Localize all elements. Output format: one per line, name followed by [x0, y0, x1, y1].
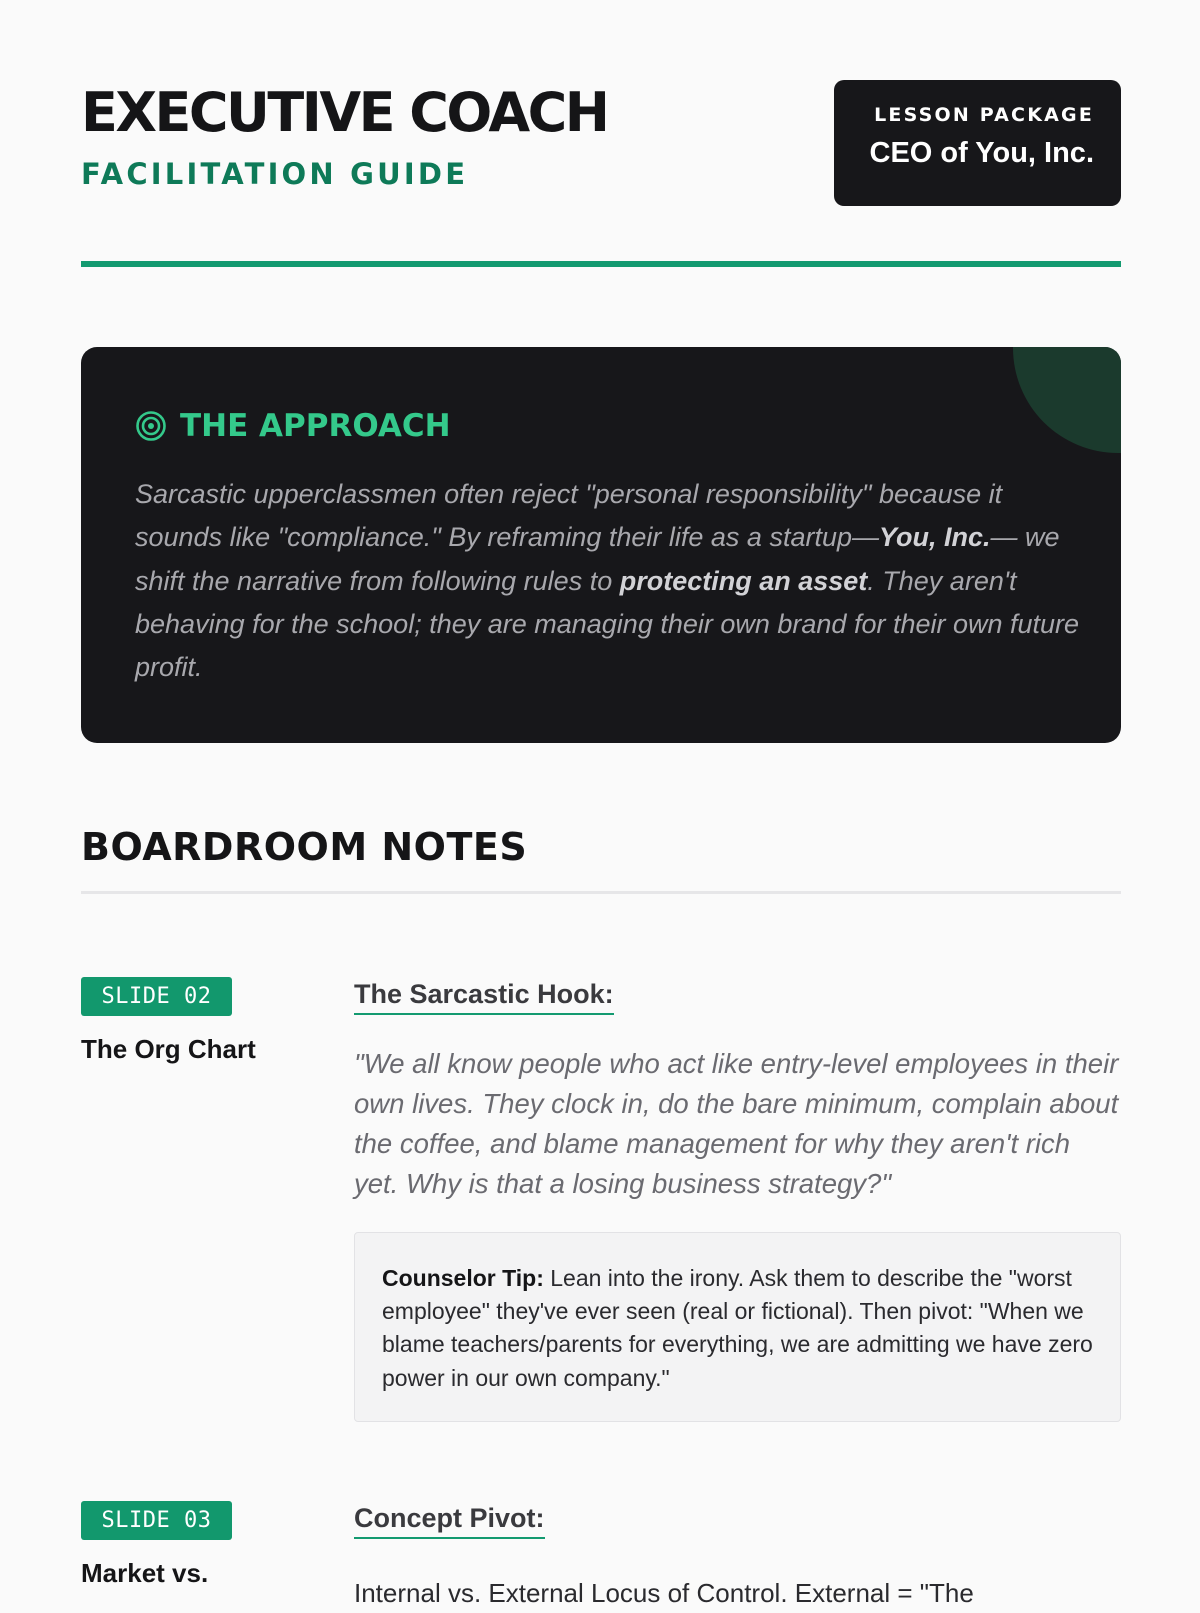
- emphasis-asset: protecting an asset: [619, 565, 868, 596]
- note-quote: "We all know people who act like entry-level employees in their own lives. They clock in, do the bare minimum, complain about the coffee, and blame management for why they aren't rich yet. Why is that a losing business strategy?": [354, 1047, 1119, 1199]
- lesson-package-name: CEO of You, Inc.: [869, 137, 1094, 169]
- lesson-package-label: LESSON PACKAGE: [874, 104, 1094, 126]
- note-content: [354, 1501, 1121, 1613]
- slide-name: The Org Chart: [81, 1034, 256, 1064]
- page-header: [81, 80, 1121, 208]
- emphasis-brand: You, Inc.: [879, 522, 991, 553]
- note-heading: Concept Pivot:: [354, 1504, 545, 1539]
- approach-card: [81, 347, 1121, 743]
- approach-title: THE APPROACH: [180, 407, 451, 444]
- header-divider: [81, 261, 1121, 267]
- lesson-package-card: [834, 80, 1121, 206]
- decorative-circle: [1013, 347, 1121, 453]
- approach-heading: [135, 406, 451, 446]
- note-content: [354, 977, 1121, 1422]
- tip-label: Counselor Tip:: [382, 1264, 544, 1291]
- target-icon: [135, 410, 167, 442]
- tip-text: Lean into the irony. Ask them to describe the "worst employee" they've ever seen (real or fictional). Then pivot: "When we blame teachers/parents for everything, we are admitting we have zero power in our own company.": [382, 1264, 1093, 1391]
- counselor-tip-box: [354, 1232, 1121, 1422]
- page-title: EXECUTIVE COACH: [81, 81, 608, 144]
- approach-body: Sarcastic upperclassmen often reject "personal responsibility" because it sounds like "compliance." By reframing their life as a startup—You, Inc.— we shift the narrative from following rules to protecting an asset. They aren't behaving for the school; they are managing their own brand for their own future profit.: [135, 479, 1080, 683]
- page-subtitle: FACILITATION GUIDE: [81, 157, 469, 191]
- slide-badge: SLIDE 03: [81, 1501, 232, 1540]
- slide-badge: SLIDE 02: [81, 977, 232, 1016]
- section-divider: [81, 891, 1121, 894]
- note-heading: The Sarcastic Hook:: [354, 980, 614, 1015]
- section-title: BOARDROOM NOTES: [81, 825, 528, 869]
- slide-name: Market vs.: [81, 1558, 209, 1588]
- note-text: Internal vs. External Locus of Control. External = "The: [354, 1577, 974, 1608]
